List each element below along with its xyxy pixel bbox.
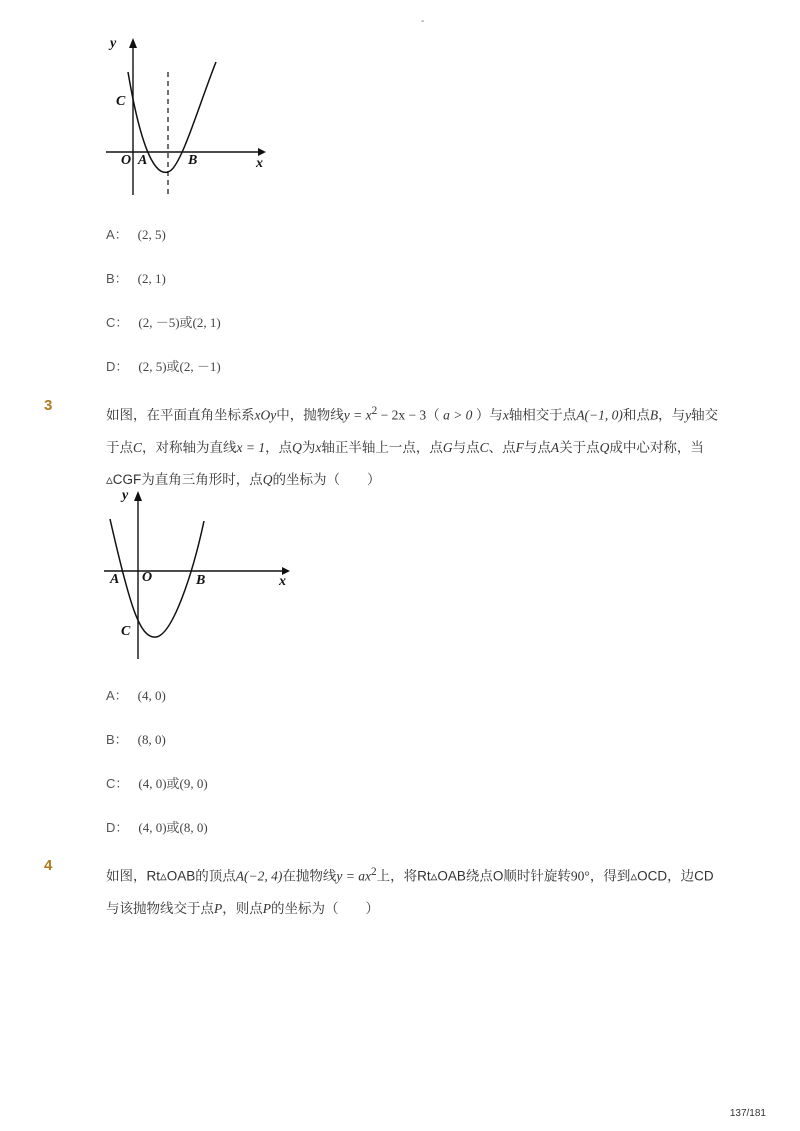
- point-c-label: C: [121, 624, 131, 639]
- point-a-label: A: [110, 572, 120, 587]
- origin-label: O: [142, 570, 153, 585]
- q2-option-b[interactable]: B： (2, 1): [106, 271, 166, 286]
- q2-option-c[interactable]: C： (2, －5)或(2, 1): [106, 315, 221, 330]
- top-mark: -: [421, 16, 425, 27]
- point-c-label: C: [116, 94, 126, 109]
- q3-option-a[interactable]: A： (4, 0): [106, 688, 166, 703]
- parabola-curve: [110, 519, 204, 637]
- origin-label: O: [121, 153, 132, 168]
- x-axis-arrow: [258, 148, 266, 156]
- point-b-label: B: [196, 573, 206, 588]
- question-number-4: 4: [44, 857, 53, 874]
- parabola-figure-2: [100, 487, 300, 662]
- y-axis-arrow: [134, 491, 142, 501]
- parabola-figure-1: [100, 32, 270, 202]
- q3-option-c[interactable]: C： (4, 0)或(9, 0): [106, 776, 208, 791]
- y-axis-arrow: [129, 38, 137, 48]
- q3-option-d[interactable]: D： (4, 0)或(8, 0): [106, 820, 208, 835]
- page-number: 137/181: [729, 1108, 766, 1119]
- question-number-3: 3: [44, 397, 53, 414]
- q2-option-a[interactable]: A： (2, 5): [106, 227, 166, 242]
- x-label: x: [256, 156, 263, 171]
- y-label: y: [110, 36, 117, 51]
- point-b-label: B: [188, 153, 198, 168]
- q3-option-b[interactable]: B： (8, 0): [106, 732, 166, 747]
- point-a-label: A: [138, 153, 148, 168]
- q2-option-d[interactable]: D： (2, 5)或(2, －1): [106, 359, 221, 374]
- y-label: y: [122, 488, 129, 503]
- question-3-stem: 如图，在平面直角坐标系xOy中，抛物线$y = x^2 - 2x - 3$（ a > 0 ）与x轴相交于点A(−1, 0)和点B，与y轴交于点C，对称轴为直线x = 1，点Q为x轴正半轴上一点，点G与点C、点F与点A关于点Q成中心对称，当▵CGF为直角三角形时，点Q的坐标为（ ）: [106, 405, 719, 487]
- x-label: x: [279, 574, 286, 589]
- question-4-stem: 如图，Rt▵OAB的顶点A(−2, 4)在抛物线$y = ax^2$上，将Rt▵OAB绕点O顺时针旋转90°，得到▵OCD，边CD与该抛物线交于点P，则点P的坐标为（ ）: [106, 866, 714, 916]
